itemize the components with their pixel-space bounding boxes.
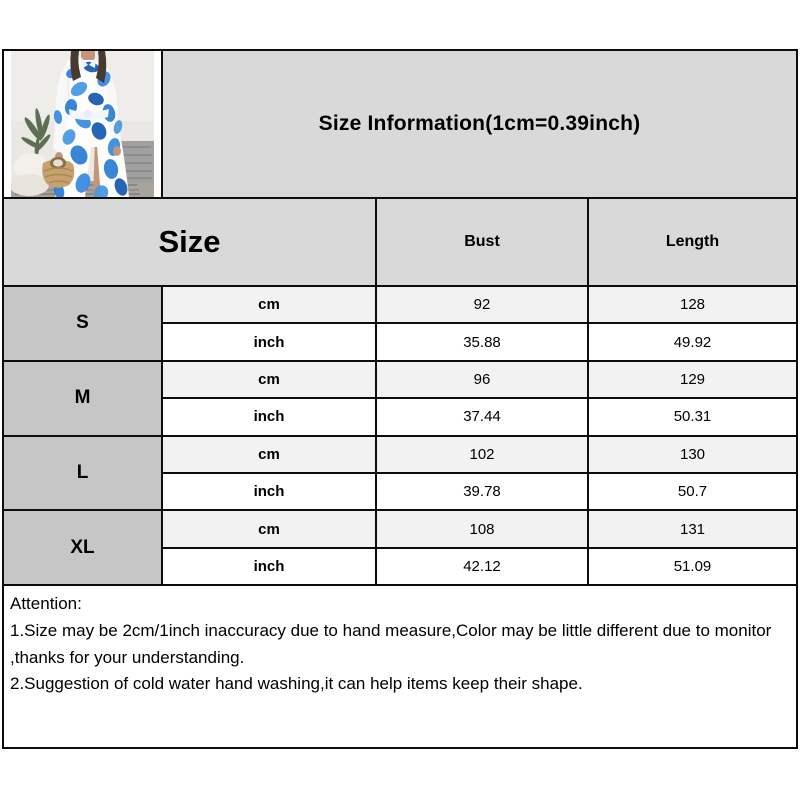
unit-label-cm: cm	[163, 511, 375, 546]
unit-label-cm: cm	[163, 362, 375, 397]
product-photo-illustration	[11, 51, 154, 197]
length-value: 128	[589, 287, 796, 322]
attention-heading: Attention:	[10, 594, 82, 614]
attention-note: 1.Size may be 2cm/1inch inaccuracy due to hand measure,Color may be little different due to monitor ,thanks for your understanding.	[10, 620, 772, 667]
attention-section	[4, 586, 796, 747]
length-column-header: Length	[589, 199, 796, 285]
product-photo	[4, 51, 161, 197]
size-label-s: S	[4, 287, 161, 360]
length-value: 49.92	[589, 324, 796, 359]
unit-label-cm: cm	[163, 437, 375, 472]
unit-label-cm: cm	[163, 287, 375, 322]
size-label-m: M	[4, 362, 161, 435]
unit-label-inch: inch	[163, 474, 375, 509]
size-corner-header: Size	[4, 199, 375, 285]
length-value: 131	[589, 511, 796, 546]
length-value: 51.09	[589, 549, 796, 584]
length-value: 130	[589, 437, 796, 472]
attention-note: 2.Suggestion of cold water hand washing,it can help items keep their shape.	[10, 674, 583, 694]
bust-value: 92	[377, 287, 587, 322]
unit-label-inch: inch	[163, 549, 375, 584]
bust-value: 42.12	[377, 549, 587, 584]
bust-value: 35.88	[377, 324, 587, 359]
bust-column-header: Bust	[377, 199, 587, 285]
size-label-xl: XL	[4, 511, 161, 584]
bust-value: 37.44	[377, 399, 587, 434]
bust-value: 39.78	[377, 474, 587, 509]
bust-value: 102	[377, 437, 587, 472]
length-value: 50.7	[589, 474, 796, 509]
unit-label-inch: inch	[163, 324, 375, 359]
unit-label-inch: inch	[163, 399, 375, 434]
bust-value: 96	[377, 362, 587, 397]
length-value: 50.31	[589, 399, 796, 434]
size-label-l: L	[4, 437, 161, 510]
bust-value: 108	[377, 511, 587, 546]
page-title: Size Information(1cm=0.39inch)	[163, 51, 796, 197]
length-value: 129	[589, 362, 796, 397]
size-chart-table	[2, 49, 798, 749]
